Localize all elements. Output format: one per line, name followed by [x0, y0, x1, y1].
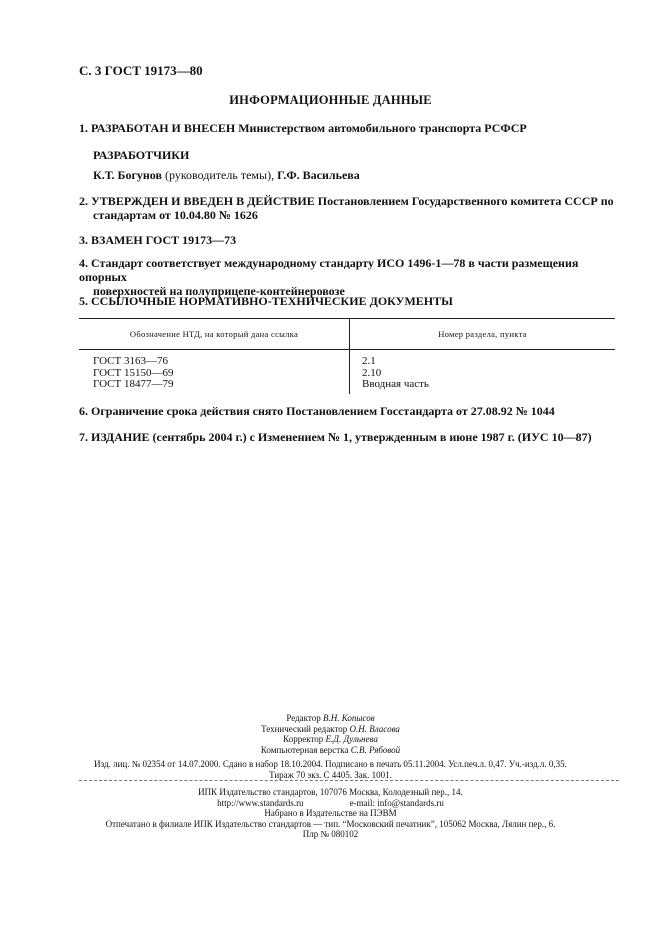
developers-heading: РАЗРАБОТЧИКИ [93, 148, 190, 162]
item-text-line-2: стандартам от 10.04.80 № 1626 [93, 208, 258, 222]
info-item-6 [79, 404, 619, 418]
tech-editor-line [0, 724, 661, 735]
item-number: 5. [79, 294, 88, 308]
imprint-print-info [0, 759, 661, 780]
email-address: e-mail: info@standards.ru [349, 797, 444, 808]
item-number: 4. [79, 256, 88, 270]
imprint-publisher [0, 787, 661, 840]
item-number: 1. [79, 121, 88, 135]
item-heading: РАЗРАБОТАН И ВНЕСЕН [91, 121, 236, 135]
developer-name-1: К.Т. Богунов [93, 168, 162, 182]
item-text-line-1: Стандарт соответствует международному стандарту ИСО 1496-1—78 в части размещения опорных [79, 256, 579, 284]
print-run-line: Тираж 70 экз. С 4405. Зак. 1001. [269, 769, 392, 780]
layout-line [0, 745, 661, 756]
item-text-line-1: Постановлением Государственного комитета СССР по [314, 194, 614, 208]
tech-editor-name: О.Н. Власова [349, 723, 400, 734]
website-link: http://www.standards.ru [217, 797, 304, 808]
item-heading: ВЗАМЕН ГОСТ 19173—73 [91, 233, 237, 247]
publisher-line: ИПК Издательство стандартов, 107076 Москва, Колодезный пер., 14. [198, 787, 463, 797]
item-text: Ограничение срока действия снято Постановлением Госстандарта от 27.08.92 № 1044 [88, 404, 555, 418]
item-heading: УТВЕРЖДЕН И ВВЕДЕН В ДЕЙСТВИЕ [91, 194, 315, 208]
corrector-label: Корректор [283, 734, 326, 744]
tech-editor-label: Технический редактор [261, 723, 350, 734]
table-row [79, 350, 615, 394]
column-header-reference: Обозначение НТД, на который дана ссылка [79, 319, 350, 350]
editor-label: Редактор [286, 713, 323, 723]
imprint-divider [79, 780, 619, 781]
item-number: 6. [79, 404, 88, 418]
layout-name: С.В. Рябовой [350, 744, 401, 755]
editor-line [0, 713, 661, 724]
developer-role-1: (руководитель темы), [161, 168, 278, 182]
item-text-line-2: поверхностей на полуприцепе-контейнеровозе [93, 284, 345, 298]
column-header-section: Номер раздела, пункта [350, 319, 616, 350]
plr-line: Плр № 080102 [302, 829, 359, 839]
developer-name-2: Г.Ф. Васильева [277, 168, 360, 182]
reference-code: ГОСТ 18477—79 [93, 378, 174, 390]
references-cell [79, 350, 350, 394]
item-heading: ССЫЛОЧНЫЕ НОРМАТИВНО-ТЕХНИЧЕСКИЕ ДОКУМЕНТЫ [91, 294, 453, 308]
item-number: 3. [79, 233, 88, 247]
info-item-2 [79, 194, 619, 222]
reference-code: ГОСТ 15150—69 [93, 366, 174, 379]
sections-cell [350, 350, 616, 394]
imprint-editors [0, 713, 661, 755]
layout-label: Компьютерная верстка [260, 744, 351, 755]
references-table [79, 318, 615, 394]
developers-list [93, 168, 633, 182]
info-item-4 [79, 256, 619, 298]
editor-name: В.Н. Копысов [323, 713, 375, 723]
section-number: 2.1 [362, 355, 376, 367]
item-text: ИЗДАНИЕ (сентябрь 2004 г.) с Изменением № 1, утвержденным в июне 1987 г. (ИУС 10—87) [88, 430, 592, 444]
corrector-name: Е.Д. Дульнева [325, 734, 378, 744]
contacts-line [0, 798, 661, 809]
item-number: 2. [79, 194, 88, 208]
item-text: Министерством автомобильного транспорта РСФСР [235, 121, 527, 135]
item-number: 7. [79, 430, 88, 444]
typeset-line: Набрано в Издательстве на ПЭВМ [264, 808, 397, 818]
page-header: С. 3 ГОСТ 19173—80 [79, 63, 203, 78]
info-item-5 [79, 294, 619, 308]
section-title: ИНФОРМАЦИОННЫЕ ДАННЫЕ [229, 93, 432, 107]
section-number: Вводная часть [362, 378, 429, 390]
corrector-line [0, 734, 661, 745]
info-item-1 [79, 121, 619, 135]
license-line: Изд. лиц. № 02354 от 14.07.2000. Сдано в набор 18.10.2004. Подписано в печать 05.11.2004. Усл.печ.л. 0,47. Уч.-изд.л. 0,35. [94, 759, 567, 769]
reference-code: ГОСТ 3163—76 [93, 355, 168, 367]
info-item-7 [79, 430, 619, 444]
section-number: 2.10 [362, 366, 382, 379]
info-item-3 [79, 233, 619, 247]
printed-line: Отпечатано в филиале ИПК Издательство стандартов — тип. “Московский печатник”, 105062 Москва, Лялин пер., 6. [105, 818, 556, 829]
table-header-row [79, 319, 615, 350]
